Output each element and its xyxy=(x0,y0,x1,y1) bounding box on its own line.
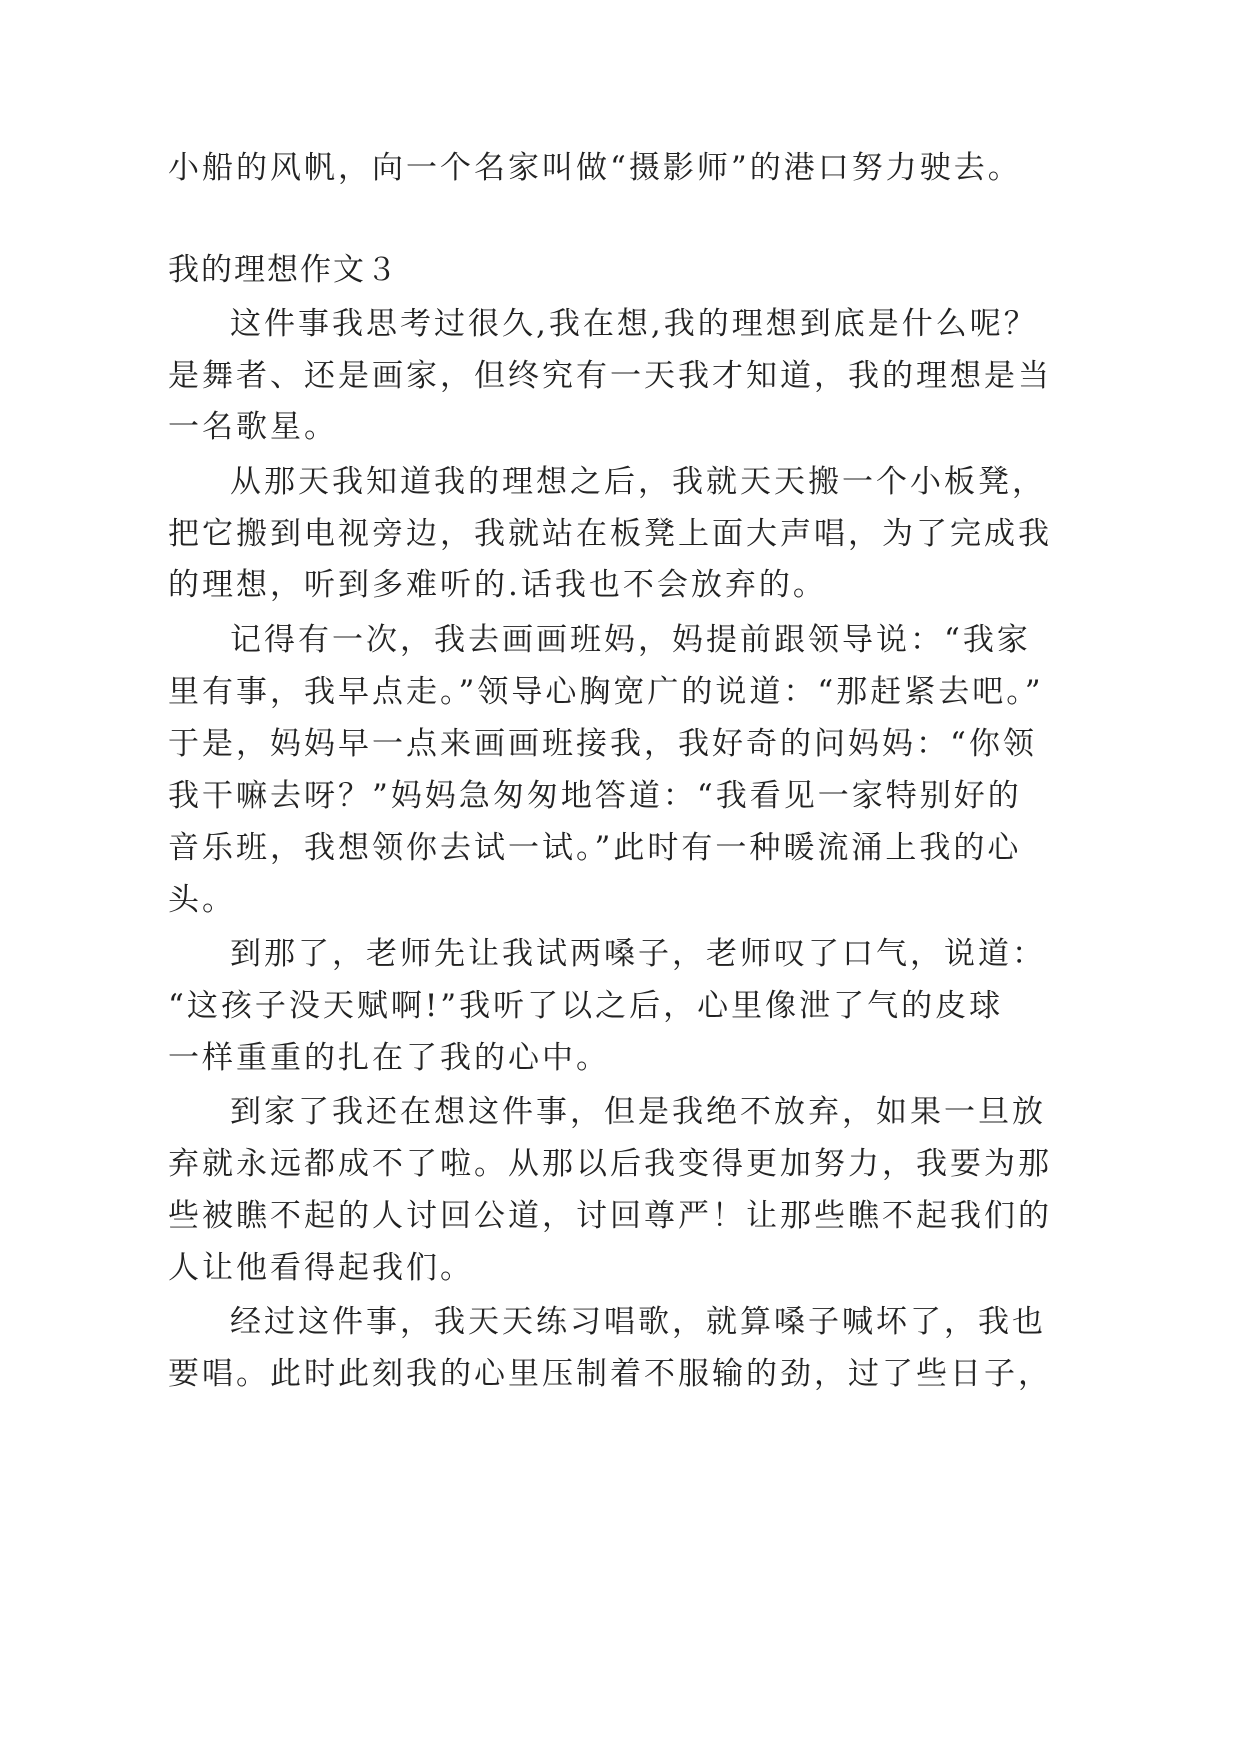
paragraph-3-line-6: 头。 xyxy=(168,882,236,918)
continuation-line: 小船的风帆，向一个名家叫做“摄影师”的港口努力驶去。 xyxy=(168,150,1022,186)
paragraph-3-line-2: 里有事，我早点走。”领导心胸宽广的说道：“那赶紧去吧。” xyxy=(168,674,1044,710)
paragraph-1-line-1: 这件事我思考过很久,我在想,我的理想到底是什么呢？ xyxy=(230,306,1038,342)
paragraph-5-line-3: 些被瞧不起的人讨回公道，讨回尊严！让那些瞧不起我们的 xyxy=(168,1198,1052,1234)
paragraph-5-line-1: 到家了我还在想这件事，但是我绝不放弃，如果一旦放 xyxy=(230,1094,1046,1130)
paragraph-4-line-3: 一样重重的扎在了我的心中。 xyxy=(168,1040,610,1076)
paragraph-2-line-1: 从那天我知道我的理想之后，我就天天搬一个小板凳， xyxy=(230,464,1046,500)
paragraph-1-line-3: 一名歌星。 xyxy=(168,409,338,445)
section-title: 我的理想作文３ xyxy=(168,252,399,288)
paragraph-2-line-2: 把它搬到电视旁边，我就站在板凳上面大声唱，为了完成我 xyxy=(168,516,1052,552)
paragraph-6-line-1: 经过这件事，我天天练习唱歌，就算嗓子喊坏了，我也 xyxy=(230,1304,1046,1340)
paragraph-3-line-4: 我干嘛去呀？”妈妈急匆匆地答道：“我看见一家特别好的 xyxy=(168,778,1022,814)
paragraph-2-line-3: 的理想，听到多难听的.话我也不会放弃的。 xyxy=(168,567,827,603)
paragraph-3-line-5: 音乐班，我想领你去试一试。”此时有一种暖流涌上我的心 xyxy=(168,830,1022,866)
paragraph-4-line-2: “这孩子没天赋啊!”我听了以之后，心里像泄了气的皮球 xyxy=(168,988,1004,1024)
paragraph-5-line-4: 人让他看得起我们。 xyxy=(168,1250,474,1286)
paragraph-6-line-2: 要唱。此时此刻我的心里压制着不服输的劲，过了些日子， xyxy=(168,1356,1052,1392)
paragraph-1-line-2: 是舞者、还是画家，但终究有一天我才知道，我的理想是当 xyxy=(168,358,1052,394)
paragraph-4-line-1: 到那了，老师先让我试两嗓子，老师叹了口气，说道： xyxy=(230,936,1046,972)
paragraph-3-line-3: 于是，妈妈早一点来画画班接我，我好奇的问妈妈：“你领 xyxy=(168,726,1037,762)
paragraph-5-line-2: 弃就永远都成不了啦。从那以后我变得更加努力，我要为那 xyxy=(168,1146,1052,1182)
paragraph-3-line-1: 记得有一次，我去画画班妈，妈提前跟领导说：“我家 xyxy=(230,622,1031,658)
